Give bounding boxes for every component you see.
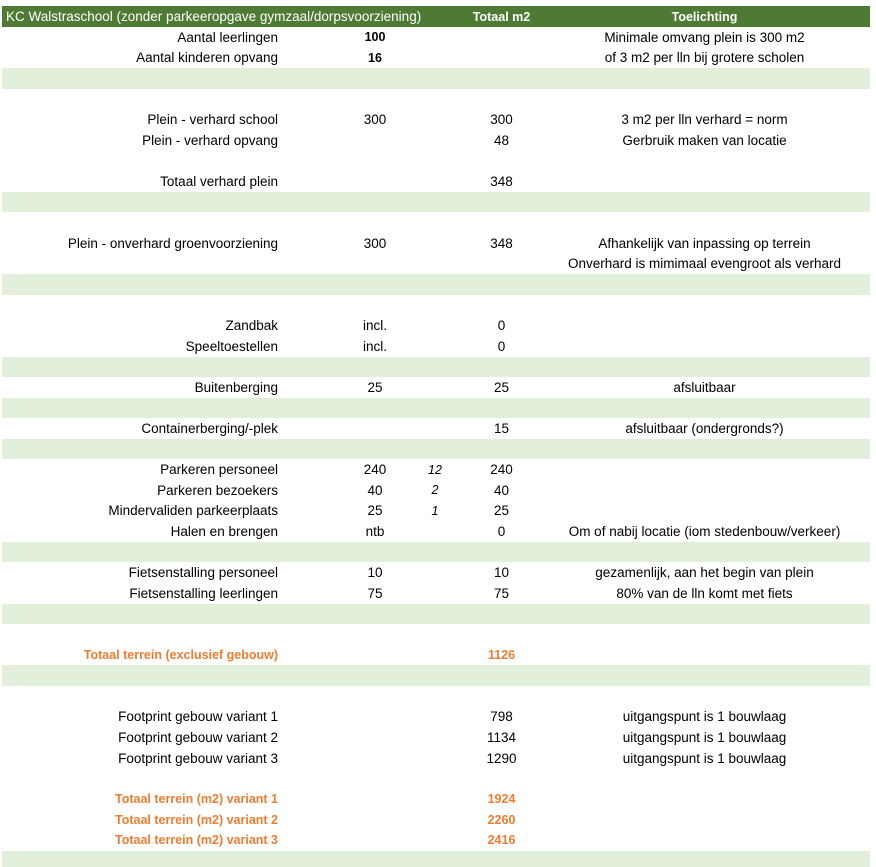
table-row-total xyxy=(2,830,870,851)
table-row xyxy=(2,707,870,728)
row-value[interactable]: 10 xyxy=(367,565,383,581)
table-row xyxy=(2,501,870,522)
row-value[interactable]: 25 xyxy=(367,503,383,519)
table-row xyxy=(2,48,870,69)
empty-row xyxy=(2,295,870,316)
empty-row xyxy=(2,686,870,707)
separator-row xyxy=(2,357,870,378)
row-label[interactable]: Totaal terrein (m2) variant 2 xyxy=(114,812,278,827)
table-row xyxy=(2,377,870,398)
row-label[interactable]: Totaal verhard plein xyxy=(160,173,278,189)
row-note[interactable]: of 3 m2 per lln bij grotere scholen xyxy=(604,50,805,66)
row-total[interactable]: 0 xyxy=(497,338,506,354)
row-total[interactable]: 348 xyxy=(490,173,513,189)
row-total[interactable]: 2416 xyxy=(487,833,516,848)
row-total[interactable]: 25 xyxy=(493,379,510,395)
row-value[interactable]: incl. xyxy=(362,318,387,334)
row-note[interactable]: Minimale omvang plein is 300 m2 xyxy=(604,29,805,45)
row-value[interactable]: 75 xyxy=(367,585,383,601)
row-total[interactable]: 48 xyxy=(493,132,510,148)
row-total[interactable]: 798 xyxy=(490,709,513,725)
row-value[interactable]: 25 xyxy=(367,379,383,395)
row-label[interactable]: Totaal terrein (m2) variant 1 xyxy=(114,792,278,807)
separator-row xyxy=(2,439,870,460)
row-note[interactable]: Om of nabij locatie (iom stedenbouw/verkeer) xyxy=(568,524,841,540)
header-row xyxy=(2,6,870,27)
row-value[interactable]: 16 xyxy=(368,50,382,65)
table-row xyxy=(2,727,870,748)
row-label[interactable]: Plein - verhard opvang xyxy=(142,132,278,148)
row-total[interactable]: 300 xyxy=(490,112,513,128)
row-total[interactable]: 40 xyxy=(493,482,510,498)
row-note[interactable]: uitgangspunt is 1 bouwlaag xyxy=(622,709,787,725)
row-value[interactable]: 240 xyxy=(363,462,387,478)
table-row xyxy=(2,521,870,542)
row-total[interactable]: 240 xyxy=(490,462,513,478)
row-total[interactable]: 10 xyxy=(493,565,510,581)
row-total[interactable]: 0 xyxy=(497,318,506,334)
row-label[interactable]: Footprint gebouw variant 1 xyxy=(118,709,278,725)
row-label[interactable]: Speeltoestellen xyxy=(185,338,278,354)
table-row-total xyxy=(2,810,870,831)
row-label[interactable]: Parkeren bezoekers xyxy=(157,482,278,498)
table-row xyxy=(2,459,870,480)
row-label[interactable]: Zandbak xyxy=(225,318,278,334)
separator-row xyxy=(2,274,870,295)
table-row xyxy=(2,480,870,501)
row-label[interactable]: Halen en brengen xyxy=(170,524,278,540)
table-row xyxy=(2,418,870,439)
row-label[interactable]: Footprint gebouw variant 2 xyxy=(118,729,278,745)
row-label[interactable]: Fietsenstalling leerlingen xyxy=(129,585,278,601)
sheet-title[interactable]: KC Walstraschool (zonder parkeeropgave gymzaal/dorpsvoorziening) xyxy=(6,9,422,24)
row-value[interactable]: 100 xyxy=(364,30,386,45)
row-note[interactable]: Afhankelijk van inpassing op terrein xyxy=(598,235,811,251)
row-value[interactable]: 40 xyxy=(367,482,383,498)
row-total[interactable]: 348 xyxy=(490,235,513,251)
table-row xyxy=(2,130,870,151)
row-label[interactable]: Footprint gebouw variant 3 xyxy=(118,750,278,766)
row-total[interactable]: 1126 xyxy=(487,648,516,663)
row-note[interactable]: uitgangspunt is 1 bouwlaag xyxy=(622,729,787,745)
separator-row xyxy=(2,398,870,419)
row-label[interactable]: Plein - verhard school xyxy=(147,112,278,128)
row-note[interactable]: afsluitbaar xyxy=(673,379,736,395)
separator-row xyxy=(2,665,870,686)
row-label[interactable]: Totaal terrein (exclusief gebouw) xyxy=(83,648,278,663)
row-label[interactable]: Aantal kinderen opvang xyxy=(136,50,278,66)
row-label[interactable]: Totaal terrein (m2) variant 3 xyxy=(114,833,278,848)
row-total[interactable]: 1924 xyxy=(487,792,516,807)
row-label[interactable]: Plein - onverhard groenvoorziening xyxy=(67,235,278,251)
separator-row xyxy=(2,542,870,563)
separator-row xyxy=(2,192,870,213)
row-count[interactable]: 2 xyxy=(431,483,439,498)
table-row-total xyxy=(2,789,870,810)
empty-row xyxy=(2,212,870,233)
empty-row xyxy=(2,151,870,172)
row-label[interactable]: Containerberging/-plek xyxy=(141,421,278,437)
separator-row xyxy=(2,68,870,89)
spreadsheet xyxy=(2,6,870,867)
row-note[interactable]: 3 m2 per lln verhard = norm xyxy=(621,112,788,128)
row-value[interactable]: ntb xyxy=(365,524,385,540)
separator-row xyxy=(2,604,870,625)
table-row xyxy=(2,315,870,336)
row-value[interactable]: 300 xyxy=(363,235,387,251)
table-row xyxy=(2,748,870,769)
table-row xyxy=(2,27,870,48)
empty-row xyxy=(2,624,870,645)
row-total[interactable]: 75 xyxy=(493,585,510,601)
row-label[interactable]: Aantal leerlingen xyxy=(177,29,278,45)
row-total[interactable]: 25 xyxy=(493,503,510,519)
row-note[interactable]: afsluitbaar (ondergronds?) xyxy=(625,421,784,437)
column-header-note[interactable]: Toelichting xyxy=(671,9,738,24)
row-note[interactable]: Onverhard is mimimaal evengroot als verhard xyxy=(567,256,842,272)
table-row xyxy=(2,562,870,583)
column-header-total[interactable]: Totaal m2 xyxy=(472,9,531,24)
empty-row xyxy=(2,768,870,789)
row-total[interactable]: 0 xyxy=(497,524,506,540)
table-row xyxy=(2,336,870,357)
row-total[interactable]: 1134 xyxy=(486,729,517,745)
table-row xyxy=(2,583,870,604)
row-value[interactable]: 300 xyxy=(363,112,387,128)
row-label[interactable]: Parkeren personeel xyxy=(160,462,278,478)
row-note[interactable]: Gerbruik maken van locatie xyxy=(622,132,787,148)
row-note[interactable]: gezamenlijk, aan het begin van plein xyxy=(595,565,814,581)
row-value[interactable]: incl. xyxy=(362,338,387,354)
row-count[interactable]: 1 xyxy=(431,503,439,518)
separator-row xyxy=(2,851,870,867)
row-total[interactable]: 2260 xyxy=(487,812,516,827)
table-row xyxy=(2,233,870,254)
row-note[interactable]: uitgangspunt is 1 bouwlaag xyxy=(622,750,787,766)
row-total[interactable]: 1290 xyxy=(486,750,517,766)
row-count[interactable]: 12 xyxy=(428,462,442,477)
empty-row xyxy=(2,89,870,110)
row-note[interactable]: 80% van de lln komt met fiets xyxy=(616,585,793,601)
row-label[interactable]: Buitenberging xyxy=(194,379,278,395)
row-label[interactable]: Mindervaliden parkeerplaats xyxy=(108,503,278,519)
table-row xyxy=(2,171,870,192)
row-total[interactable]: 15 xyxy=(493,421,510,437)
table-row xyxy=(2,109,870,130)
row-label[interactable]: Fietsenstalling personeel xyxy=(128,565,278,581)
table-row-total xyxy=(2,645,870,666)
table-row xyxy=(2,254,870,275)
